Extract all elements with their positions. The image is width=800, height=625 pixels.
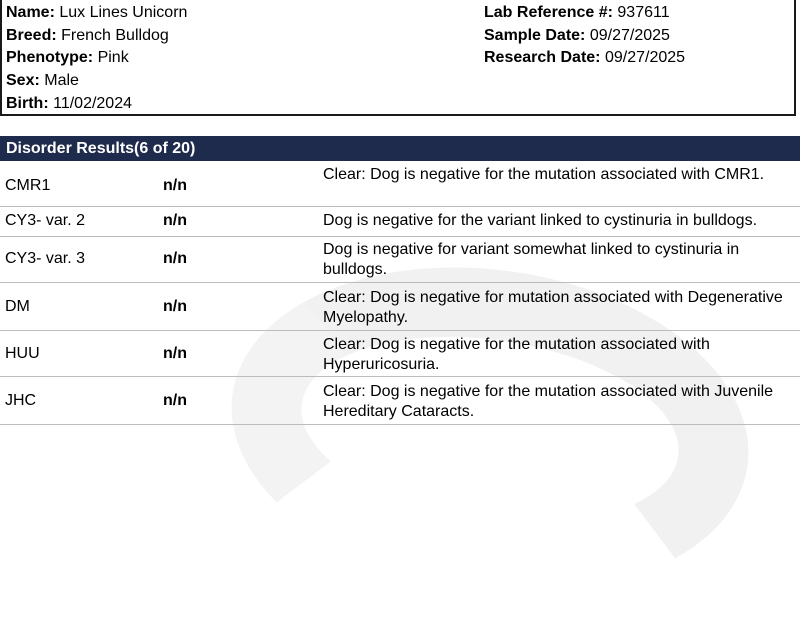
disorder-name: CY3- var. 3	[5, 250, 86, 267]
breed-line	[6, 26, 169, 46]
research-date: 09/27/2025	[604, 49, 686, 66]
research-date-line	[484, 48, 685, 68]
sex-line	[6, 71, 79, 91]
disorder-result: n/n	[163, 250, 187, 267]
dog-breed: French Bulldog	[61, 27, 169, 44]
disorder-result: n/n	[163, 177, 187, 194]
dog-birth: 11/02/2024	[53, 95, 132, 112]
lab-reference-line	[484, 3, 670, 23]
disorder-description: Dog is negative for variant somewhat linked to cystinuria in bulldogs.	[323, 241, 740, 278]
results-header: Disorder Results(6 of 20)	[0, 136, 800, 161]
lab-reference: 937611	[617, 4, 670, 21]
breed-label: Breed:	[6, 27, 57, 44]
disorder-result: n/n	[163, 345, 187, 362]
table-row	[0, 207, 800, 237]
disorder-name: HUU	[5, 345, 40, 362]
lab-reference-label: Lab Reference #:	[484, 4, 613, 21]
sample-date-label: Sample Date:	[484, 27, 586, 44]
table-row	[0, 377, 800, 425]
table-row	[0, 237, 800, 283]
phenotype-label: Phenotype:	[6, 49, 94, 66]
disorder-description: Dog is negative for the variant linked to cystinuria in bulldogs.	[323, 212, 758, 229]
research-date-label: Research Date:	[484, 49, 601, 66]
disorder-name: CY3- var. 2	[5, 212, 86, 229]
disorder-name: CMR1	[5, 177, 51, 194]
sample-date: 09/27/2025	[589, 27, 670, 44]
name-line	[6, 3, 187, 23]
birth-line	[6, 94, 132, 114]
sex-label: Sex:	[6, 72, 40, 89]
dog-name: Lux Lines Unicorn	[59, 4, 188, 21]
dog-info-box	[0, 0, 796, 116]
table-row	[0, 331, 800, 377]
dog-phenotype: Pink	[97, 49, 129, 66]
dog-sex: Male	[44, 72, 79, 89]
disorder-description: Clear: Dog is negative for the mutation associated with CMR1.	[323, 166, 765, 183]
name-label: Name:	[6, 4, 55, 21]
disorder-result: n/n	[163, 298, 187, 315]
disorder-description: Clear: Dog is negative for mutation associated with Degenerative Myelopathy.	[323, 289, 783, 326]
disorder-description: Clear: Dog is negative for the mutation associated with Hyperuricosuria.	[323, 336, 710, 373]
phenotype-line	[6, 48, 129, 68]
disorder-result: n/n	[163, 392, 187, 409]
sample-date-line	[484, 26, 670, 46]
disorder-name: JHC	[5, 392, 37, 409]
table-row	[0, 161, 800, 207]
disorder-name: DM	[5, 298, 30, 315]
birth-label: Birth:	[6, 95, 49, 112]
disorder-result: n/n	[163, 212, 187, 229]
table-row	[0, 283, 800, 331]
disorder-description: Clear: Dog is negative for the mutation associated with Juvenile Hereditary Cataracts.	[323, 383, 774, 420]
